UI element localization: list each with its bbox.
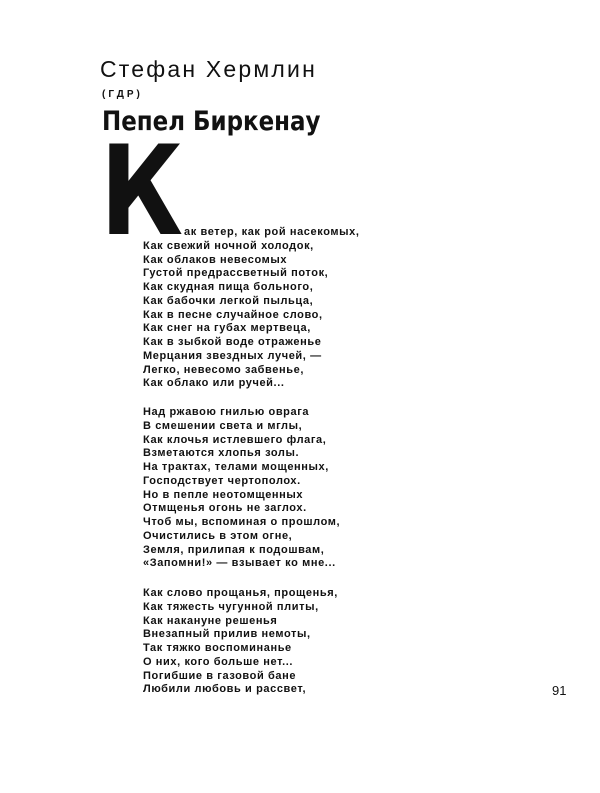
poem-line: О них, кого больше нет... (143, 655, 294, 668)
poem-line: В смешении света и мглы, (143, 419, 303, 432)
stanza-2 (143, 406, 340, 571)
poem-line: Так тяжко воспоминанье (143, 642, 292, 654)
poem-line: Как облаков невесомых (143, 253, 288, 266)
poem-line: Как свежий ночной холодок, (143, 239, 314, 252)
stanza-1 (143, 226, 359, 391)
poem-line: Чтоб мы, вспоминая о прошлом, (143, 516, 341, 528)
poem-line: Как снег на губах мертвеца, (143, 322, 311, 335)
poem-line: Легко, невесомо забвенье, (143, 363, 304, 376)
poem-line: «Запомни!» — взывает ко мне... (143, 557, 336, 570)
poem-line: Как накануне решенья (143, 614, 278, 627)
author-country: (ГДР) (102, 89, 143, 100)
poem-line: Как в песне случайное слово, (143, 308, 323, 321)
poem-line: Как скудная пища больного, (143, 281, 314, 293)
drop-cap: К (100, 120, 184, 264)
poem-line: Господствует чертополох. (143, 474, 301, 487)
poem-title: Пепел Биркенау (102, 106, 321, 137)
poem-line: Земля, прилипая к подошвам, (143, 543, 325, 556)
poem-line: ак ветер, как рой насекомых, (184, 226, 360, 238)
poem-line: Мерцания звездных лучей, — (143, 349, 322, 362)
page-number: 91 (552, 683, 567, 698)
poem-line: Но в пепле неотомщенных (143, 488, 304, 501)
author-name: Стефан Хермлин (100, 56, 317, 82)
poem-line: Как слово прощанья, прощенья, (143, 587, 338, 599)
poem-line: Над ржавою гнилью оврага (143, 406, 310, 418)
poem-line: Очистились в этом огне, (143, 529, 293, 542)
poem-line: Отмщенья огонь не заглох. (143, 502, 307, 515)
poem-line: Взметаются хлопья золы. (143, 447, 300, 460)
poem-line: Погибшие в газовой бане (143, 669, 297, 682)
poem-line: Как облако или ручей... (143, 377, 285, 390)
poem-line: Как клочья истлевшего флага, (143, 433, 327, 446)
poem-line: Как в зыбкой воде отраженье (143, 336, 322, 348)
poem-line: Как бабочки легкой пыльца, (143, 294, 314, 307)
poem-line: Любили любовь и рассвет, (143, 683, 307, 696)
poem-line: Густой предрассветный поток, (143, 267, 329, 280)
poem-line: Внезапный прилив немоты, (143, 628, 311, 641)
stanza-3 (143, 587, 338, 697)
poem-line: На трактах, телами мощенных, (143, 461, 329, 473)
poem-line: Как тяжесть чугунной плиты, (143, 600, 319, 613)
